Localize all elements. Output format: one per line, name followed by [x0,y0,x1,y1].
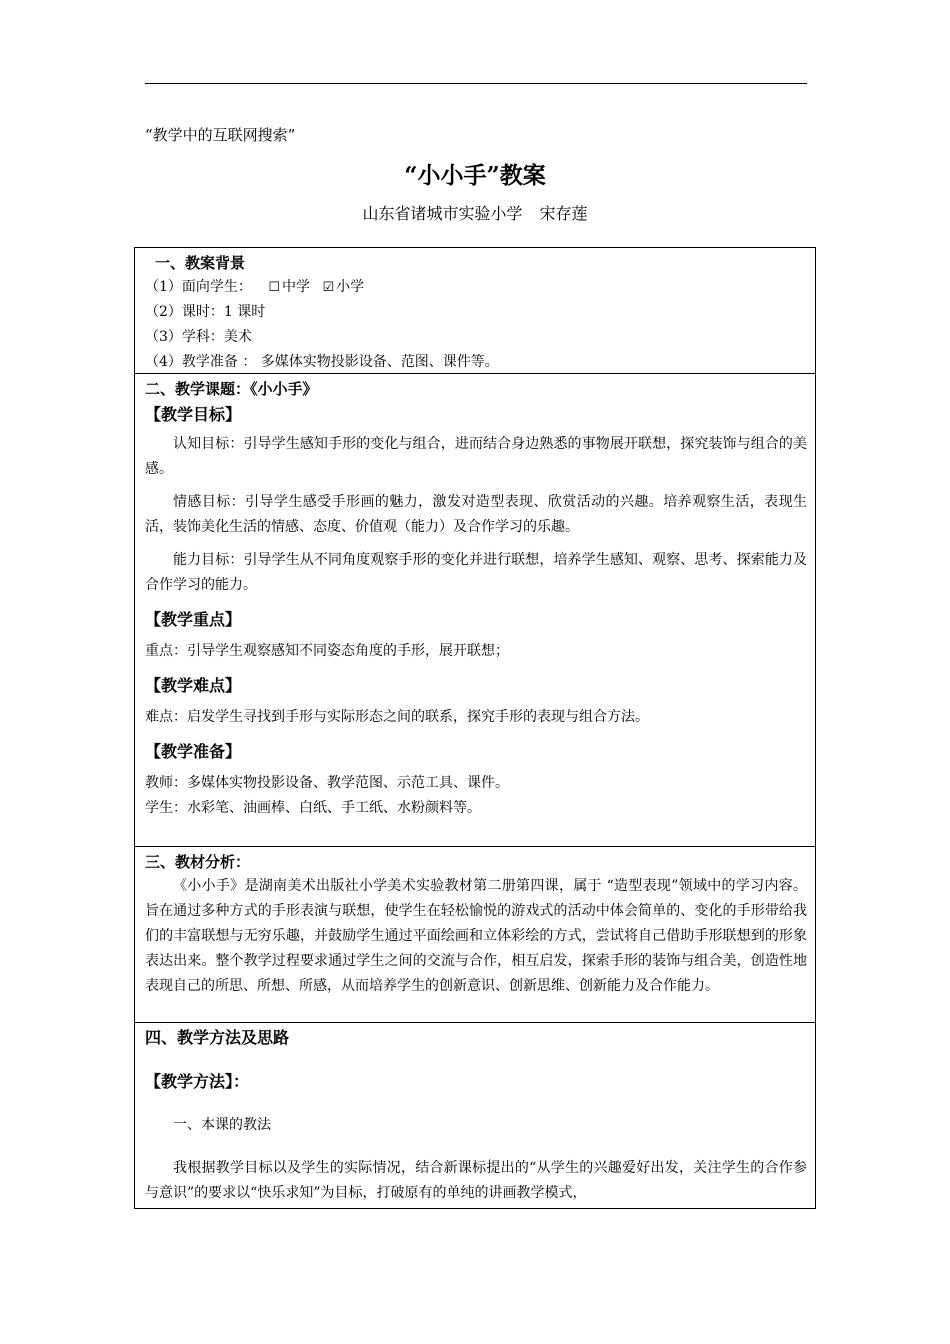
key-text: 重点：引导学生观察感知不同姿态角度的手形，展开联想； [145,643,509,659]
prep-student: 学生：水彩笔、油画棒、白纸、手工纸、水粉颜料等。 [145,800,481,816]
background-heading: 一、教案背景 [155,254,246,272]
audience-row [145,275,807,300]
topic-heading: 二、教学课题：《小小手》 [145,380,318,398]
section-topic [135,374,815,847]
page-title: “小小手”教案 [404,162,546,189]
difficulty-text: 难点：启发学生寻找到手形与实际形态之间的联系，探究手形的表现与组合方法。 [145,709,649,725]
checkbox-middle-school: ☐ [268,280,281,295]
section-methods [135,1023,815,1208]
goal-cognitive: 认知目标：引导学生感知手形的变化与组合，进而结合身边熟悉的事物展开联想，探究装饰与组合的美感。 [145,436,807,477]
prep-line: （4）教学准备 ： 多媒体实物投影设备、范图、课件等。 [145,354,499,370]
analysis-text: 《小小手》是湖南美术出版社小学美术实验教材第二册第四课，属于 “造型表现”领域中的学习内容。旨在通过多种方式的手形表演与联想，使学生在轻松愉悦的游戏式的活动中体会简单的、变化的手形带给我们的丰富联想与无穷乐趣，并鼓励学生通过平面绘画和立体彩绘的方式，尝试将自己借助手形联想到的形象表达出来。整个教学过程要求通过学生之间的交流与合作，相互启发，探索手形的装饰与组合美，创造性地表现自己的所思、所想、所感，从而培养学生的创新意识、创新思维、创新能力及合作能力。 [145,878,807,994]
key-heading: 【教学重点】 [145,610,242,629]
goals-heading: 【教学目标】 [145,405,242,424]
audience-label: （1）面向学生： [145,279,252,295]
subject-line: （3）学科：美术 [145,329,252,345]
header-rule [145,83,807,84]
option-primary-school: 小学 [336,279,365,295]
section-background [135,248,815,374]
difficulty-heading: 【教学难点】 [145,676,242,695]
option-middle-school: 中学 [282,279,311,295]
goal-emotional: 情感目标：引导学生感受手形画的魅力，激发对造型表现、欣赏活动的兴趣。培养观察生活，表现生活，装饰美化生活的情感、态度、价值观（能力）及合作学习的乐趣。 [145,494,807,535]
prep-teacher: 教师：多媒体实物投影设备、教学范图、示范工具、课件。 [145,775,509,791]
header-note: “教学中的互联网搜索” [145,126,296,144]
lesson-plan-table [134,247,816,1209]
goal-ability: 能力目标：引导学生从不同角度观察手形的变化并进行联想，培养学生感知、观察、思考、探索能力及合作学习的能力。 [145,552,807,593]
checkbox-primary-school: ☑ [322,280,335,295]
author-line: 山东省诸城市实验小学 宋存莲 [362,204,588,223]
hours-line: （2）课时：1 课时 [145,304,266,320]
methods-text: 我根据教学目标以及学生的实际情况，结合新课标提出的“从学生的兴趣爱好出发，关注学生的合作参与意识”的要求以“快乐求知”为目标，打破原有的单纯的讲画教学模式， [145,1160,807,1201]
methods-heading: 四、教学方法及思路 [145,1028,290,1047]
prep-heading: 【教学准备】 [145,742,242,761]
section-analysis [135,847,815,1023]
method-item-1: 一、本课的教法 [173,1117,271,1133]
analysis-heading: 三、教材分析： [145,853,251,871]
methods-subheading: 【教学方法】： [145,1072,250,1091]
